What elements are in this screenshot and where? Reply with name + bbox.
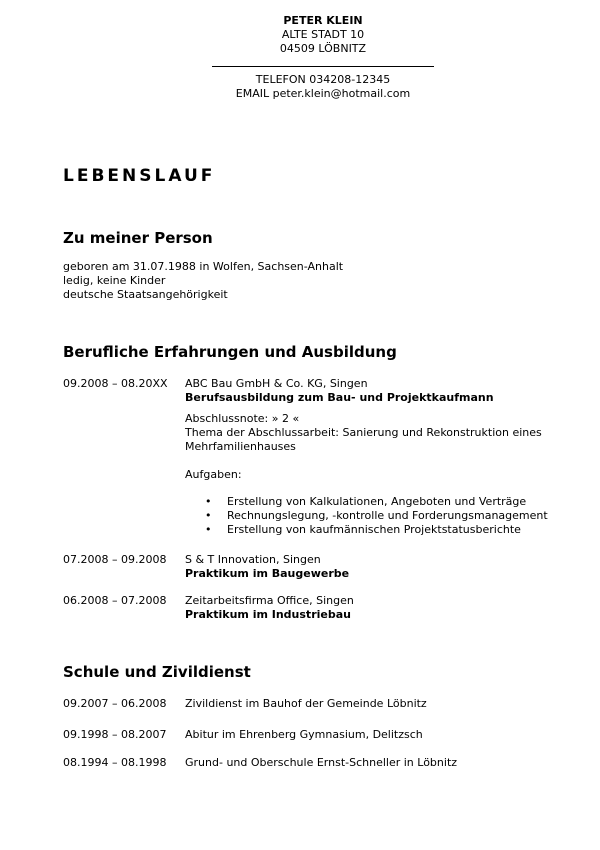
address-block [0, 14, 600, 56]
bullet-icon: • [205, 523, 212, 536]
personal-details [63, 260, 343, 302]
task-text: Erstellung von Kalkulationen, Angeboten und Verträge [227, 495, 527, 508]
entry-grade: Abschlussnote: » 2 « [185, 412, 300, 425]
section-heading-school: Schule und Zivildienst [63, 663, 251, 681]
entry-text: Abitur im Ehrenberg Gymnasium, Delitzsch [185, 728, 423, 741]
entry-tasks-label: Aufgaben: [185, 468, 242, 481]
section-heading-career: Berufliche Erfahrungen und Ausbildung [63, 343, 397, 361]
header-divider [212, 66, 434, 67]
entry-employer: Zeitarbeitsfirma Office, Singen [185, 594, 354, 607]
email-address: EMAIL peter.klein@hotmail.com [235, 87, 411, 100]
bullet-icon: • [205, 509, 212, 522]
entry-dates: 06.2008 – 07.2008 [63, 594, 167, 607]
section-heading-person: Zu meiner Person [63, 229, 213, 247]
entry-role: Berufsausbildung zum Bau- und Projektkaufmann [185, 391, 494, 404]
document-title: LEBENSLAUF [63, 166, 216, 186]
contact-block [0, 73, 600, 101]
entry-thesis: Thema der Abschlussarbeit: Sanierung und Rekonstruktion eines Mehrfamilienhauses [185, 426, 542, 453]
personal-nationality: deutsche Staatsangehörigkeit [63, 288, 228, 301]
entry-role: Praktikum im Baugewerbe [185, 567, 350, 580]
entry-employer: ABC Bau GmbH & Co. KG, Singen [185, 377, 368, 390]
task-text: Erstellung von kaufmännischen Projektstatusberichte [227, 523, 521, 536]
entry-employer: S & T Innovation, Singen [185, 553, 321, 566]
entry-role: Praktikum im Industriebau [185, 608, 351, 621]
task-text: Rechnungslegung, -kontrolle und Forderungsmanagement [227, 509, 548, 522]
entry-dates: 07.2008 – 09.2008 [63, 553, 167, 566]
list-item [185, 509, 575, 523]
entry-text: Zivildienst im Bauhof der Gemeinde Löbnitz [185, 697, 427, 710]
entry-dates: 09.1998 – 08.2007 [63, 728, 167, 741]
entry-dates: 09.2007 – 06.2008 [63, 697, 167, 710]
list-item [185, 495, 575, 509]
entry-text: Grund- und Oberschule Ernst-Schneller in Löbnitz [185, 756, 458, 769]
city-address: 04509 LÖBNITZ [279, 42, 367, 55]
personal-birth: geboren am 31.07.1988 in Wolfen, Sachsen-Anhalt [63, 260, 344, 273]
task-list [185, 495, 575, 537]
entry-body [185, 553, 575, 581]
entry-body [185, 594, 575, 622]
phone-number: TELEFON 034208-12345 [255, 73, 391, 86]
list-item [185, 523, 575, 537]
entry-dates: 08.1994 – 08.1998 [63, 756, 167, 769]
entry-dates: 09.2008 – 08.20XX [63, 377, 168, 390]
entry-body [185, 377, 575, 537]
bullet-icon: • [205, 495, 212, 508]
street-address: ALTE STADT 10 [281, 28, 365, 41]
personal-status: ledig, keine Kinder [63, 274, 166, 287]
applicant-name: PETER KLEIN [283, 14, 363, 27]
